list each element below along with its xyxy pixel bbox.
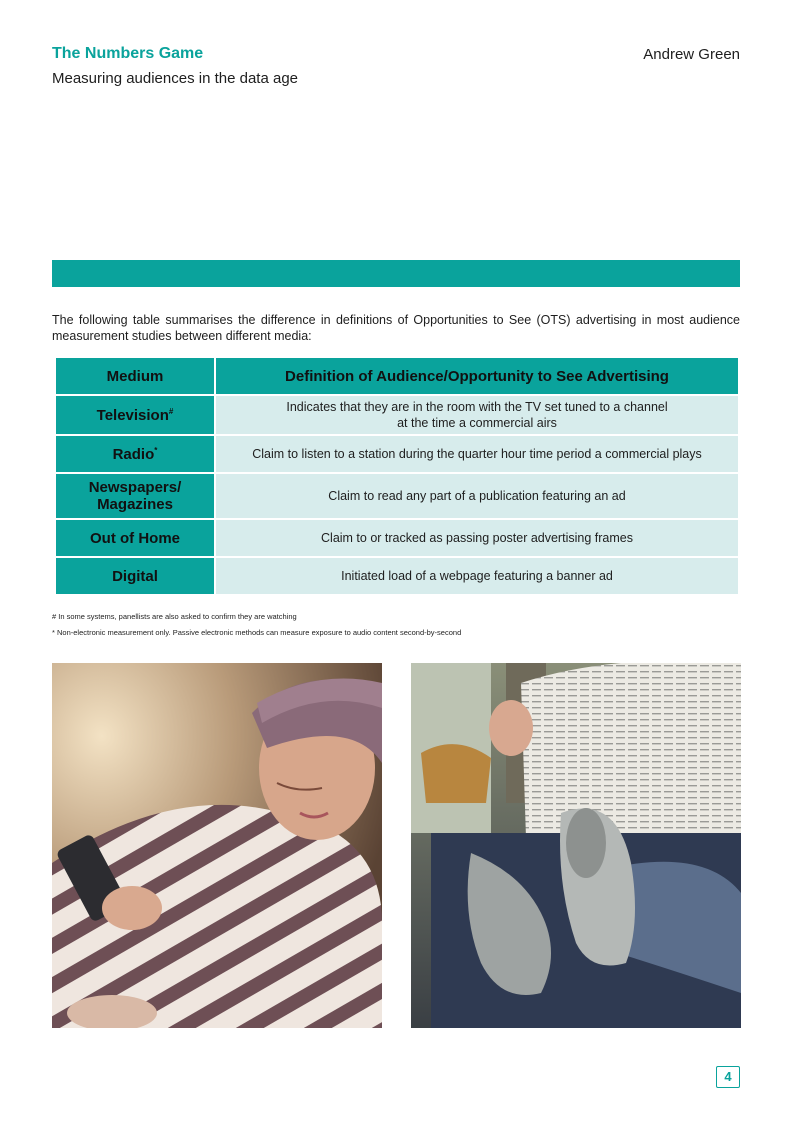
definition-text: Initiated load of a webpage featuring a banner ad xyxy=(341,569,613,583)
medium-cell xyxy=(55,557,215,595)
definition-cell xyxy=(215,473,739,519)
table-row xyxy=(55,435,739,473)
ots-definitions-table xyxy=(54,356,740,596)
document-subtitle: Measuring audiences in the data age xyxy=(52,70,299,87)
photo-woman-with-phone xyxy=(52,663,382,1028)
section-banner xyxy=(52,260,740,287)
definition-cell xyxy=(215,557,739,595)
medium-label: Television xyxy=(96,406,169,424)
medium-cell xyxy=(55,519,215,557)
table-row xyxy=(55,473,739,519)
series-title: The Numbers Game xyxy=(52,45,204,62)
table-header-row xyxy=(55,357,739,395)
medium-cell xyxy=(55,395,215,435)
definition-text: Claim to read any part of a publication featuring an ad xyxy=(328,489,626,503)
table-row xyxy=(55,519,739,557)
definition-text: Indicates that they are in the room with the TV set tuned to a channel xyxy=(286,400,668,414)
author-name: Andrew Green xyxy=(643,46,740,63)
footnote-mark: * xyxy=(154,445,158,455)
table-row xyxy=(55,557,739,595)
medium-cell xyxy=(55,473,215,519)
medium-cell xyxy=(55,435,215,473)
footnote-mark: # xyxy=(168,406,174,416)
definition-cell xyxy=(215,435,739,473)
intro-paragraph: The following table summarises the difference in definitions of Opportunities to See (OTS) advertising in most audience measurement studies between different media: xyxy=(52,313,740,343)
header-medium: Medium xyxy=(55,357,215,395)
medium-label: Magazines xyxy=(97,496,173,513)
medium-label: Radio xyxy=(112,445,155,463)
table-row xyxy=(55,395,739,435)
photo-reading-newspaper-image xyxy=(411,663,741,1028)
definition-cell xyxy=(215,519,739,557)
photo-reading-newspaper xyxy=(411,663,741,1028)
page-number: 4 xyxy=(716,1066,740,1088)
footnote-radio: * Non-electronic measurement only. Passive electronic methods can measure exposure to audio content second-by-second xyxy=(52,628,462,637)
header-definition: Definition of Audience/Opportunity to See Advertising xyxy=(215,357,739,395)
definition-text: at the time a commercial airs xyxy=(397,416,557,430)
definition-text: Claim to or tracked as passing poster advertising frames xyxy=(321,531,633,545)
medium-label: Newspapers/ xyxy=(88,479,182,496)
definition-cell xyxy=(215,395,739,435)
medium-label: Out of Home xyxy=(90,529,180,547)
footnote-television: # In some systems, panellists are also asked to confirm they are watching xyxy=(52,612,297,621)
definition-text: Claim to listen to a station during the quarter hour time period a commercial plays xyxy=(252,447,702,461)
medium-label: Digital xyxy=(112,567,158,585)
photo-woman-with-phone-image xyxy=(52,663,382,1028)
